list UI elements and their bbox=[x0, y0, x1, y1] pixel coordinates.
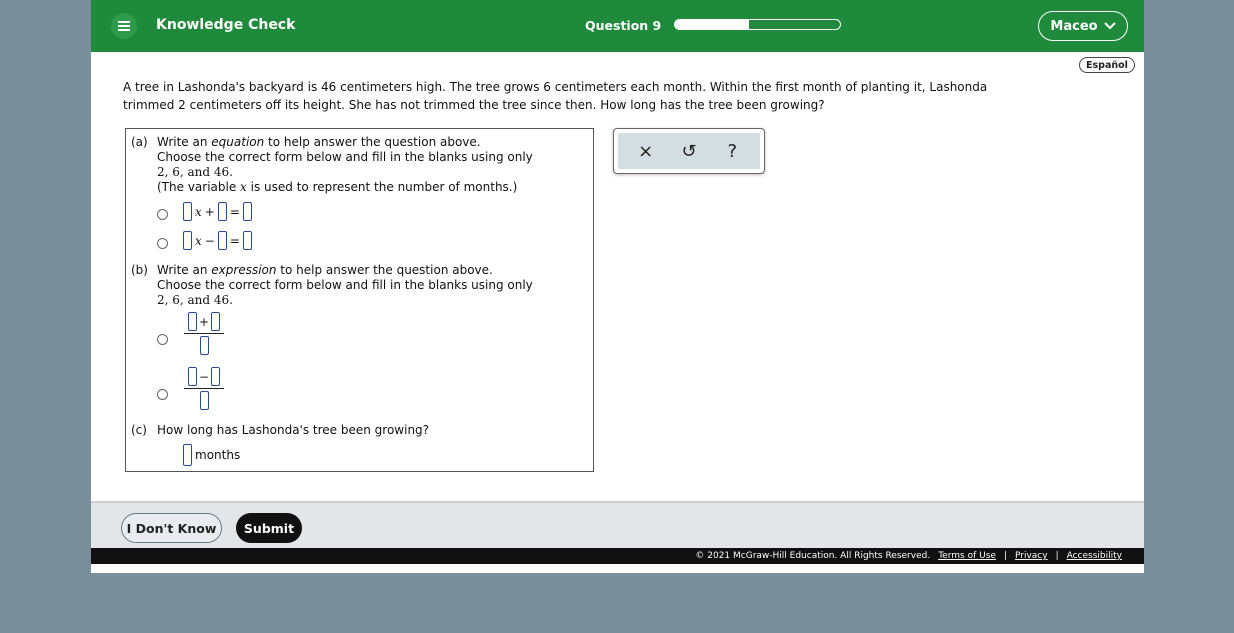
part-a-line4-pre: (The variable bbox=[157, 180, 241, 194]
part-a-line1-em: equation bbox=[211, 135, 265, 149]
minus-sign: − bbox=[204, 233, 215, 248]
part-b-option-1-radio[interactable] bbox=[157, 334, 168, 345]
variable-x: x bbox=[195, 233, 202, 248]
equals-sign: = bbox=[229, 204, 240, 219]
separator: | bbox=[1003, 551, 1007, 561]
fraction-bar bbox=[184, 388, 224, 389]
copyright-bar bbox=[91, 548, 1144, 564]
submit-button[interactable]: Submit bbox=[236, 513, 302, 543]
part-b-option-2-radio[interactable] bbox=[157, 389, 168, 400]
blank-input[interactable] bbox=[200, 336, 209, 355]
progress-bar bbox=[674, 19, 841, 30]
math-toolbox bbox=[613, 128, 765, 174]
part-b-line1-pre: Write an bbox=[157, 263, 212, 277]
user-name: Maceo bbox=[1050, 18, 1098, 34]
fraction-bar bbox=[184, 333, 224, 334]
part-a-option-2-equation bbox=[183, 231, 252, 250]
app-window bbox=[91, 0, 1144, 573]
part-c-answer bbox=[183, 444, 240, 466]
clear-button[interactable]: × bbox=[638, 140, 654, 162]
part-c-label: (c) bbox=[131, 423, 147, 437]
variable-x: x bbox=[195, 204, 202, 219]
user-menu-button[interactable] bbox=[1038, 11, 1128, 41]
part-a-option-1-equation bbox=[183, 202, 252, 221]
question-number: Question 9 bbox=[585, 18, 662, 33]
copyright-text: © 2021 McGraw-Hill Education. All Rights Reserved. bbox=[695, 551, 931, 561]
language-button[interactable]: Español bbox=[1079, 57, 1135, 73]
part-a-line1-pre: Write an bbox=[157, 135, 212, 149]
terms-link[interactable]: Terms of Use bbox=[938, 551, 996, 561]
part-a-line2: Choose the correct form below and fill in the blanks using only bbox=[157, 150, 533, 164]
minus-sign: − bbox=[198, 369, 210, 384]
blank-input[interactable] bbox=[211, 367, 220, 386]
top-bar bbox=[91, 0, 1144, 52]
separator: | bbox=[1055, 551, 1059, 561]
blank-input[interactable] bbox=[243, 231, 252, 250]
undo-button[interactable]: ↺ bbox=[681, 140, 697, 162]
months-unit: months bbox=[195, 448, 241, 462]
action-bar bbox=[91, 501, 1144, 548]
part-b-option-2-fraction bbox=[184, 367, 224, 410]
blank-input[interactable] bbox=[188, 367, 197, 386]
menu-icon[interactable] bbox=[111, 13, 137, 39]
answer-box bbox=[125, 128, 594, 472]
blank-input[interactable] bbox=[218, 231, 227, 250]
months-input[interactable] bbox=[183, 444, 192, 466]
part-c-question bbox=[131, 423, 429, 438]
privacy-link[interactable]: Privacy bbox=[1014, 551, 1048, 561]
part-a-line1-post: to help answer the question above. bbox=[264, 135, 481, 149]
part-a-label: (a) bbox=[131, 135, 148, 149]
page-title: Knowledge Check bbox=[156, 17, 296, 33]
part-a-line3: 2, 6, and 46. bbox=[157, 165, 233, 179]
plus-sign: + bbox=[204, 204, 215, 219]
part-a-option-1-radio[interactable] bbox=[157, 209, 168, 220]
progress-fill bbox=[675, 20, 749, 29]
part-b-instructions bbox=[131, 263, 533, 308]
blank-input[interactable] bbox=[243, 202, 252, 221]
blank-input[interactable] bbox=[188, 312, 197, 331]
part-a-instructions bbox=[131, 135, 533, 195]
accessibility-link[interactable]: Accessibility bbox=[1066, 551, 1122, 561]
blank-input[interactable] bbox=[183, 231, 192, 250]
blank-input[interactable] bbox=[200, 391, 209, 410]
blank-input[interactable] bbox=[218, 202, 227, 221]
part-b-line1-em: expression bbox=[211, 263, 277, 277]
part-b-option-1-fraction bbox=[184, 312, 224, 355]
problem-text: A tree in Lashonda's backyard is 46 centimeters high. The tree grows 6 centimeters each month. Within the first month of planting it, Lashonda trimmed 2 centimeters off its height. She has not trimmed the tree since then. How long has the tree been growing? bbox=[123, 80, 988, 112]
part-c-text: How long has Lashonda's tree been growing? bbox=[157, 423, 430, 437]
i-dont-know-button[interactable]: I Don't Know bbox=[121, 513, 222, 543]
part-b-label: (b) bbox=[131, 263, 148, 277]
part-b-line1-post: to help answer the question above. bbox=[276, 263, 493, 277]
help-button[interactable]: ? bbox=[727, 140, 738, 162]
equals-sign: = bbox=[229, 233, 240, 248]
part-a-line4-var: x bbox=[240, 180, 247, 194]
part-b-line3: 2, 6, and 46. bbox=[157, 293, 233, 307]
part-a-line4-post: is used to represent the number of months.) bbox=[246, 180, 518, 194]
blank-input[interactable] bbox=[183, 202, 192, 221]
part-a-option-2-radio[interactable] bbox=[157, 238, 168, 249]
plus-sign: + bbox=[198, 314, 210, 329]
chevron-down-icon bbox=[1104, 22, 1116, 30]
blank-input[interactable] bbox=[211, 312, 220, 331]
part-b-line2: Choose the correct form below and fill in the blanks using only bbox=[157, 278, 533, 292]
